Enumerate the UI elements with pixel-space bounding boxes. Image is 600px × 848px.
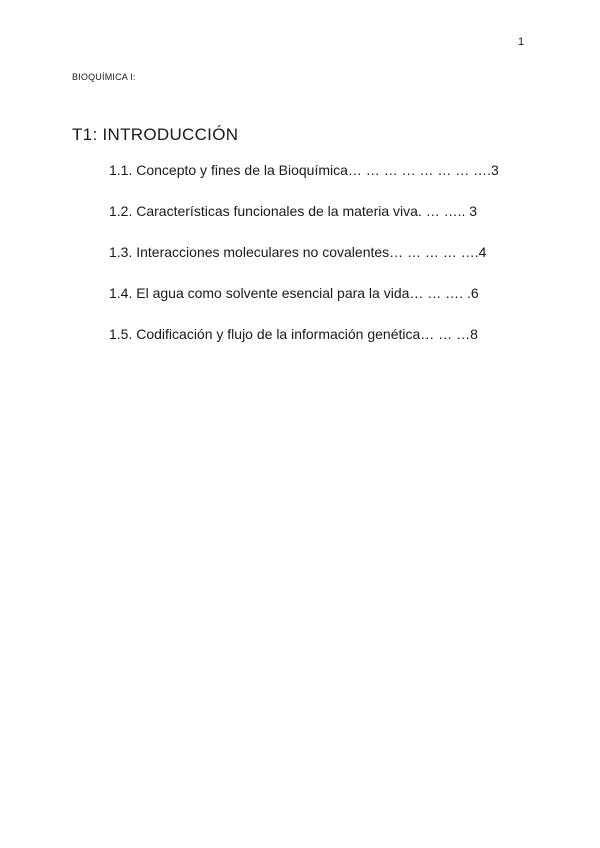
- document-header: BIOQUÍMICA I:: [72, 72, 136, 82]
- table-of-contents: [109, 162, 499, 367]
- toc-entry: 1.4. El agua como solvente esencial para la vida… … …. .6: [109, 285, 479, 301]
- toc-entry: 1.1. Concepto y fines de la Bioquímica… … … … … … … ….3: [109, 162, 499, 178]
- page-number: 1: [518, 36, 525, 48]
- section-title: T1: INTRODUCCIÓN: [72, 125, 239, 144]
- toc-entry: 1.2. Características funcionales de la materia viva. … ….. 3: [109, 203, 478, 219]
- toc-entry: 1.3. Interacciones moleculares no covalentes… … … … ….4: [109, 244, 487, 260]
- toc-entry: 1.5. Codificación y flujo de la información genética… … …8: [109, 326, 478, 342]
